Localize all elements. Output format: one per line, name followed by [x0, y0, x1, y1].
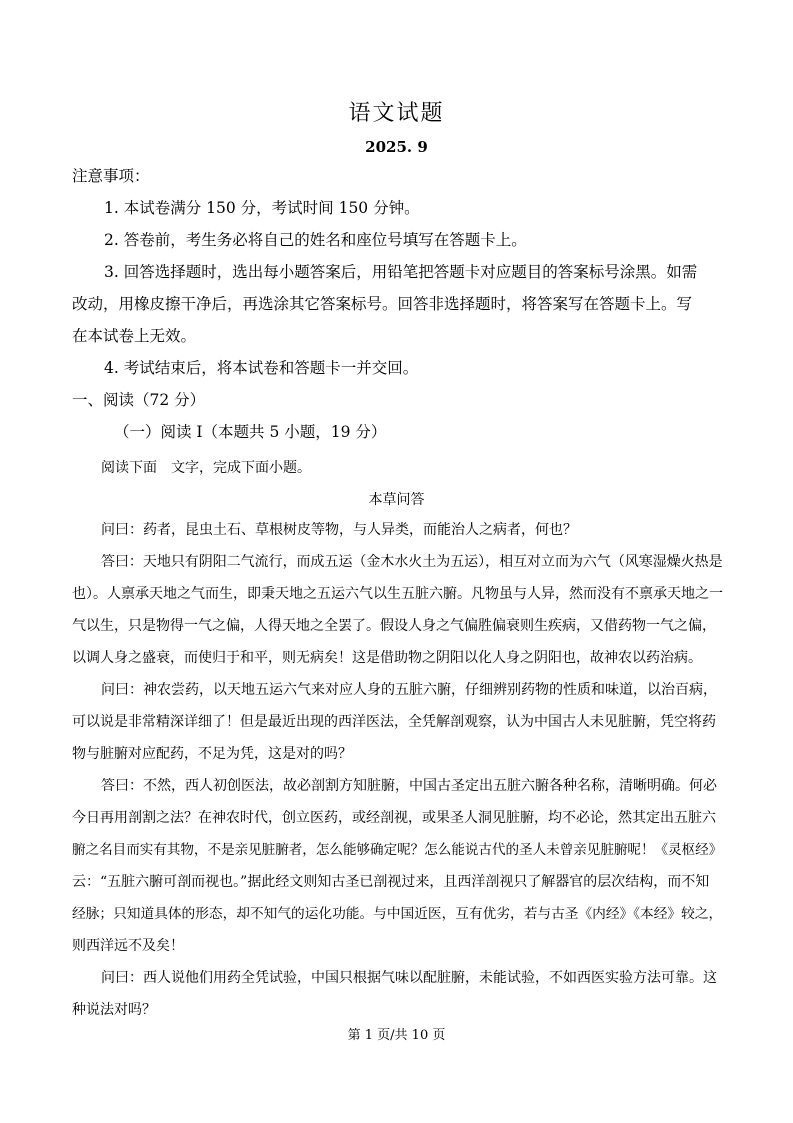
- article-line: 可以说是非常精深详细了！但是最近出现的西洋医法，全凭解剖观察，认为中国古人未见脏腑，凭空将药: [72, 714, 716, 730]
- exam-date: 2025. 9: [365, 138, 428, 156]
- notice-item: 3. 回答选择题时，选出每小题答案后，用铅笔把答题卡对应题目的答案标号涂黑。如需: [104, 263, 698, 281]
- article-title: 本草问答: [368, 492, 425, 508]
- article-line: 腑之名目而实有其物，不是亲见脏腑者，怎么能够确定呢？怎么能说古代的圣人未曾亲见脏腑呢！《灵枢经》: [72, 842, 723, 858]
- notice-item-continued: 改动，用橡皮擦干净后，再选涂其它答案标号。回答非选择题时，将答案写在答题卡上。写: [72, 295, 693, 313]
- notice-header: 注意事项：: [72, 167, 150, 185]
- article-line: 气以生，只是物得一气之偏，人得天地之全罢了。假设人身之气偏胜偏衰则生疾病，又借药物一气之偏，: [72, 618, 716, 634]
- subsection-heading: （一）阅读 I（本题共 5 小题，19 分）: [114, 423, 387, 441]
- article-line: 以调人身之盛衰，而使归于和平，则无病矣！这是借助物之阴阳以化人身之阴阳也，故神农以药治病。: [72, 650, 702, 666]
- section-heading: 一、阅读（72 分）: [72, 391, 206, 409]
- page-title: 语文试题: [348, 101, 445, 126]
- notice-item-continued: 在本试卷上无效。: [72, 327, 197, 345]
- article-line: 答曰：不然，西人初创医法，故必剖割方知脏腑，中国古圣定出五脏六腑各种名称，清晰明确。何必: [101, 778, 717, 794]
- article-line: 经脉；只知道具体的形态，却不知气的运化功能。与中国近医，互有优劣，若与古圣《内经》《本经》较之，: [72, 906, 723, 922]
- article-line: 种说法对吗？: [72, 1002, 156, 1018]
- article-line: 也）。人禀承天地之气而生，即秉天地之五运六气以生五脏六腑。凡物虽与人异，然而没有不禀承天地之一: [72, 586, 723, 602]
- article-line: 问曰：西人说他们用药全凭试验，中国只根据气味以配脏腑，未能试验，不如西医实验方法可靠。这: [101, 970, 717, 986]
- article-line: 物与脏腑对应配药，不足为凭，这是对的吗？: [72, 746, 352, 762]
- article-line: 云：“五脏六腑可剖而视也。”据此经文则知古圣已剖视过来，且西洋剖视只了解器官的层次结构，而不知: [72, 874, 710, 890]
- notice-item: 4. 考试结束后，将本试卷和答题卡一并交回。: [104, 359, 419, 377]
- reading-instruction: 阅读下面 文字，完成下面小题。: [101, 460, 311, 476]
- article-line: 则西洋远不及矣！: [72, 938, 184, 954]
- notice-item: 1. 本试卷满分 150 分，考试时间 150 分钟。: [104, 199, 420, 217]
- article-line: 问曰：药者，昆虫土石、草根树皮等物，与人异类，而能治人之病者，何也？: [101, 522, 577, 538]
- article-line: 问曰：神农尝药，以天地五运六气来对应人身的五脏六腑，仔细辨别药物的性质和味道，以治百病，: [101, 682, 717, 698]
- article-line: 答曰：天地只有阴阳二气流行，而成五运（金木水火土为五运），相互对立而为六气（风寒湿燥火热是: [101, 554, 723, 570]
- notice-item: 2. 答卷前，考生务必将自己的姓名和座位号填写在答题卡上。: [104, 231, 527, 249]
- article-line: 今日再用剖割之法？在神农时代，创立医药，或经剖视，或果圣人洞见脏腑，均不必论，然其定出五脏六: [72, 810, 716, 826]
- page-footer: 第 1 页/共 10 页: [347, 1028, 446, 1043]
